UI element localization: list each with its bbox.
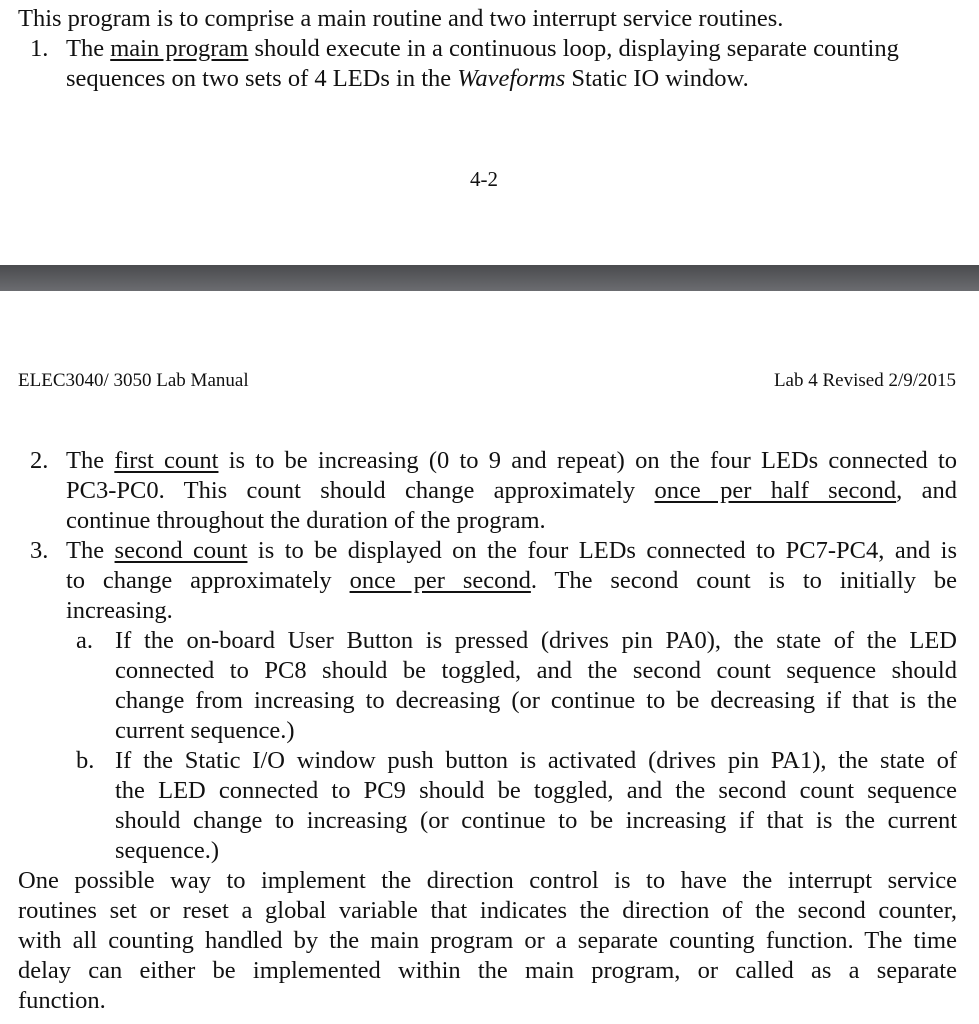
header-left: ELEC3040/ 3050 Lab Manual [18,370,249,391]
list-item-3: The second count is to be displayed on the four LEDs connected to PC7-PC4, and is to change approximately once per second. The second count is to initially be increasing. [66,537,957,624]
underlined-term: first count [114,447,219,474]
underlined-term: once per second [349,567,531,594]
list-item-number: 1. [30,35,49,62]
sub-item-letter: b. [76,747,95,774]
page-separator [0,265,979,291]
list-item-number: 2. [30,447,49,474]
underlined-term: once per half second [654,477,897,504]
list-item-1-line-2: sequences on two sets of 4 LEDs in the Waveforms Static IO window. [66,65,749,92]
underlined-term: main program [110,35,249,62]
page-number: 4-2 [470,167,498,191]
sub-item-letter: a. [76,627,93,654]
list-item-2: The first count is to be increasing (0 to 9 and repeat) on the four LEDs connected to PC3-PC0. This count should change approximately once per half second, and continue throughout the duration of the program. [66,447,958,534]
intro-paragraph: This program is to comprise a main routine and two interrupt service routines. [18,5,784,32]
bottom-page [0,291,979,1024]
underlined-term: second count [114,537,248,564]
top-page [0,0,979,265]
closing-paragraph: One possible way to implement the direction control is to have the interrupt service routines set or reset a global variable that indicates the direction of the second counter, with all counting handled by the main program or a separate counting function. The time delay can either be implemented within the main program, or called as a separate function. [18,867,957,1014]
header-right: Lab 4 Revised 2/9/2015 [773,370,956,391]
list-item-number: 3. [30,537,49,564]
list-item-1: The main program should execute in a continuous loop, displaying separate counting [66,35,899,62]
sub-item-b: If the Static I/O window push button is activated (drives pin PA1), the state of the LED connected to PC9 should be toggled, and the second count sequence should change to increasing (or continue to be increasing if that is the current sequence.) [115,747,957,864]
sub-item-a: If the on-board User Button is pressed (drives pin PA0), the state of the LED connected to PC8 should be toggled, and the second count sequence should change from increasing to decreasing (or continue to be decreasing if that is the current sequence.) [115,627,957,744]
italic-term: Waveforms [457,65,566,92]
